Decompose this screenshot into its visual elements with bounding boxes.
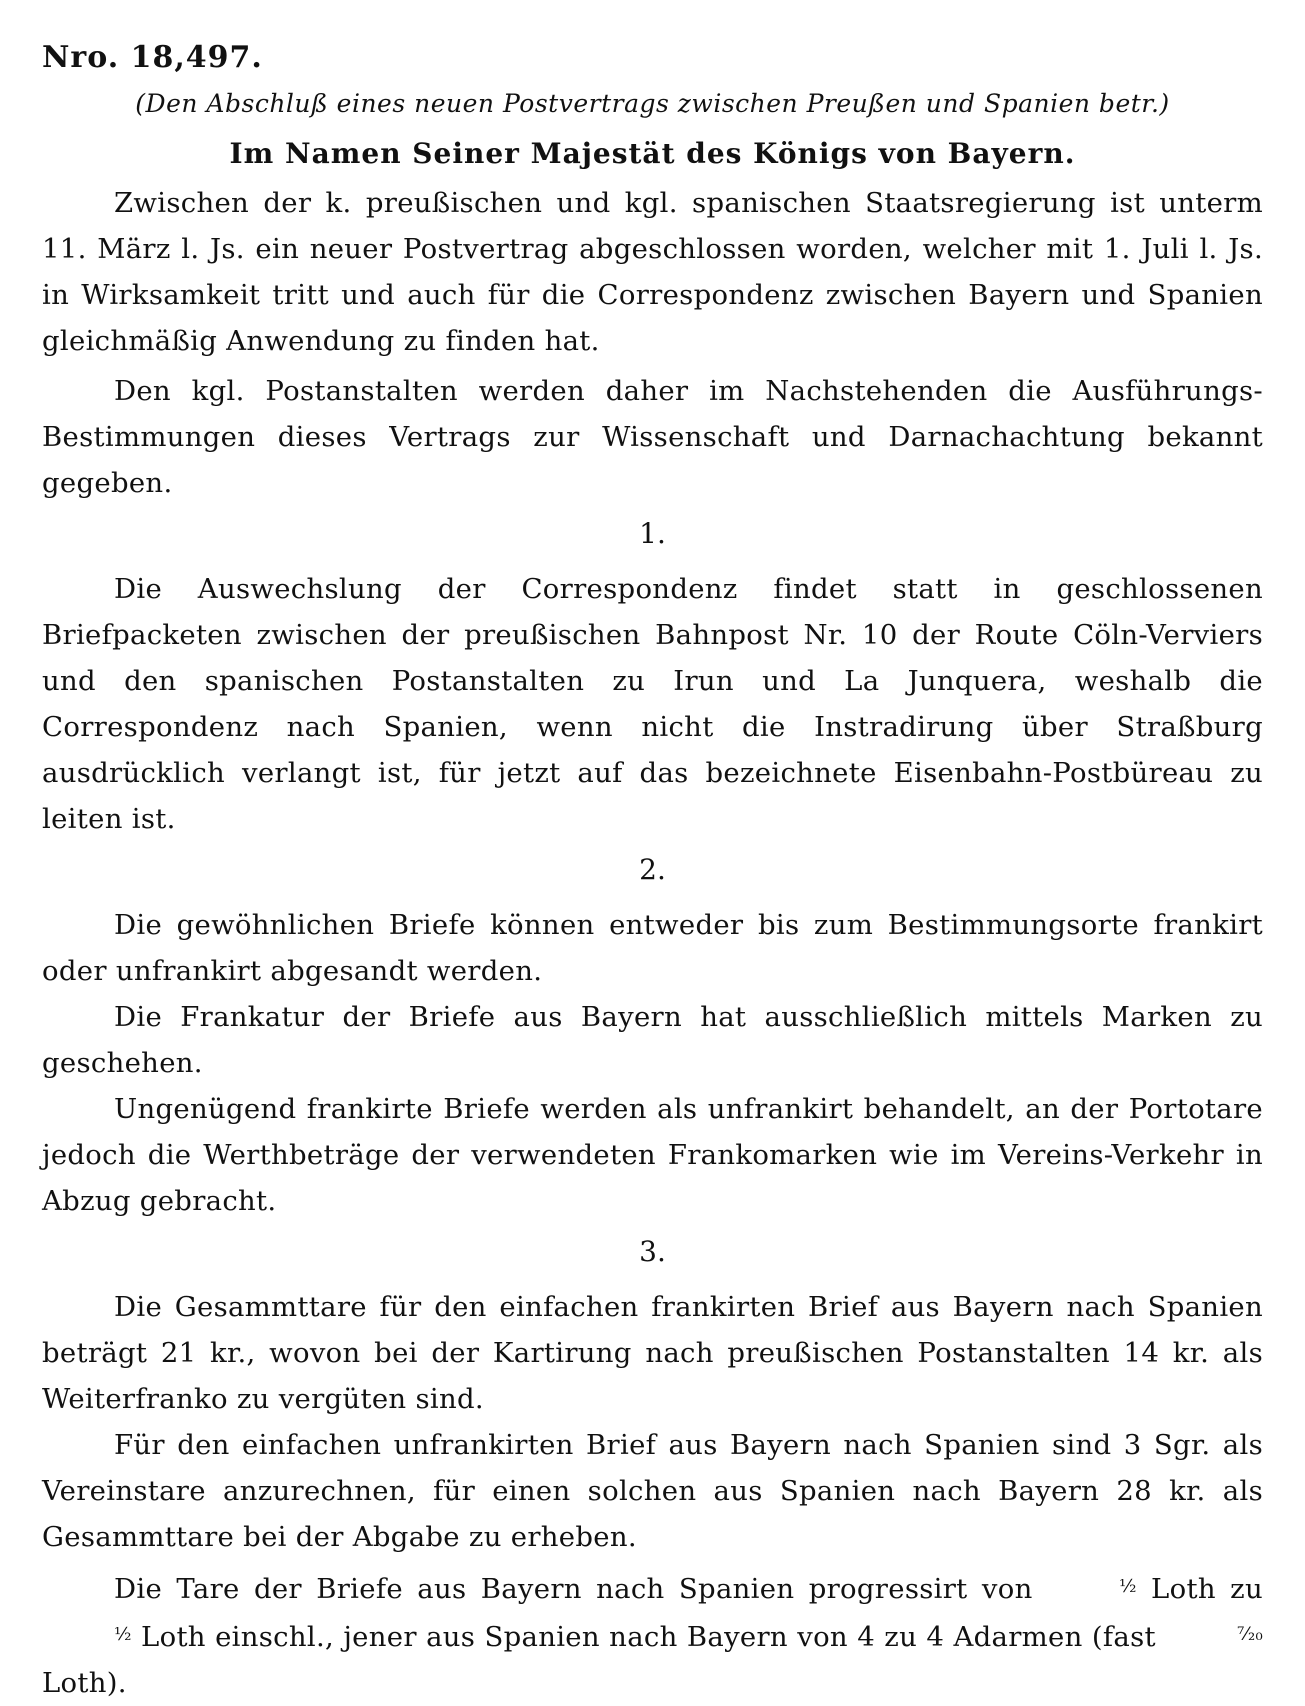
fraction: ½ bbox=[114, 1624, 132, 1645]
section-paragraph: Die Frankatur der Briefe aus Bayern hat ausschließlich mittels Marken zu geschehen. bbox=[42, 1001, 1263, 1079]
document-subtitle: (Den Abschluß eines neuen Postvertrags zwischen Preußen und Spanien betr.) bbox=[135, 89, 1170, 118]
section-paragraph-tare bbox=[42, 1564, 1263, 1706]
fraction: ½ bbox=[1118, 1576, 1137, 1597]
fraction: ⁷⁄₂₀ bbox=[1237, 1624, 1263, 1645]
tare-text-part: Loth einschl., jener aus Spanien nach Bayern von 4 zu 4 Adarmen (fast bbox=[131, 1621, 1166, 1653]
section-paragraph: Die Gesammttare für den einfachen frankirten Brief aus Bayern nach Spanien beträgt 21 kr., wovon bei der Kartirung nach preußischen Postanstalten 14 kr. als Weiterfranko zu vergüten sind. bbox=[42, 1291, 1263, 1415]
section-number: 3. bbox=[639, 1235, 666, 1268]
section-paragraph: Ungenügend frankirte Briefe werden als unfrankirt behandelt, an der Portotare jedoch die Werthbeträge der verwendeten Frankomarken wie im Vereins-Verkehr in Abzug gebracht. bbox=[42, 1093, 1263, 1217]
section-paragraph: Für den einfachen unfrankirten Brief aus Bayern nach Spanien sind 3 Sgr. als Vereinstare anzurechnen, für einen solchen aus Spanien nach Bayern 28 kr. als Gesammttare bei der Abgabe zu erheben. bbox=[42, 1429, 1263, 1553]
section-number: 1. bbox=[639, 517, 666, 550]
document-number: Nro. 18,497. bbox=[42, 40, 263, 75]
document-heading: Im Namen Seiner Majestät des Königs von Bayern. bbox=[229, 137, 1076, 170]
section-paragraph: Die gewöhnlichen Briefe können entweder bis zum Bestimmungsorte frankirt oder unfrankirt abgesandt werden. bbox=[42, 909, 1263, 987]
tare-text-part: Loth zu bbox=[1136, 1573, 1263, 1605]
intro-paragraph: Den kgl. Postanstalten werden daher im Nachstehenden die Ausführungs-Bestimmungen dieses Vertrags zur Wissenschaft und Darnachachtung bekannt gegeben. bbox=[42, 375, 1263, 499]
tare-text-part: Loth). bbox=[42, 1667, 127, 1699]
section-paragraph: Die Auswechslung der Correspondenz findet statt in geschlossenen Briefpacketen zwischen der preußischen Bahnpost Nr. 10 der Route Cöln-Verviers und den spanischen Postanstalten zu Irun und La Junquera, weshalb die Correspondenz nach Spanien, wenn nicht die Instradirung über Straßburg ausdrücklich verlangt ist, für jetzt auf das bezeichnete Eisenbahn-Postbüreau zu leiten ist. bbox=[42, 573, 1263, 835]
section-number: 2. bbox=[639, 853, 666, 886]
intro-paragraph: Zwischen der k. preußischen und kgl. spanischen Staatsregierung ist unterm 11. März l. Js. ein neuer Postvertrag abgeschlossen worden, welcher mit 1. Juli l. Js. in Wirksamkeit tritt und auch für die Correspondenz zwischen Bayern und Spanien gleichmäßig Anwendung zu finden hat. bbox=[42, 187, 1263, 357]
tare-text-part: Die Tare der Briefe aus Bayern nach Spanien progressirt von bbox=[114, 1573, 1047, 1605]
